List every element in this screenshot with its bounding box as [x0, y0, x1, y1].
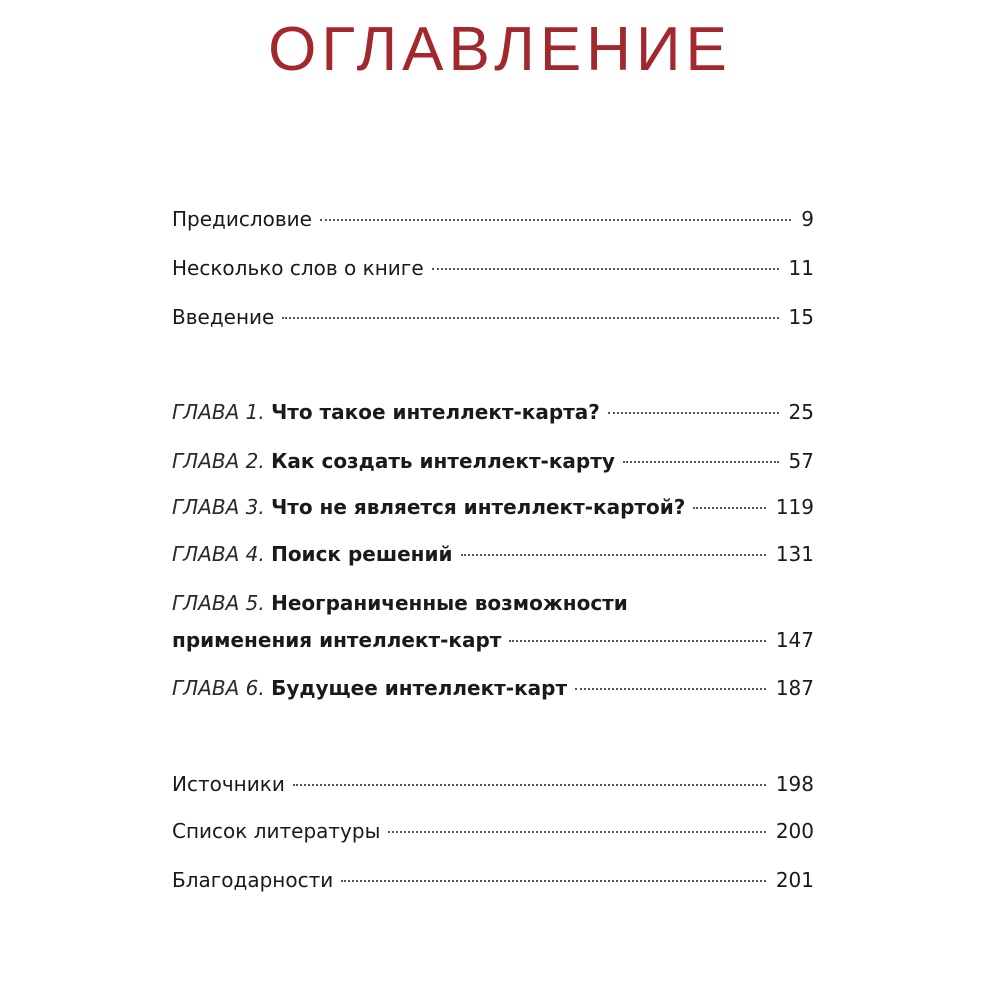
dot-leader: [608, 412, 779, 414]
chapter-title: Будущее интеллект-карт: [271, 676, 568, 700]
chapter-prefix: ГЛАВА 2.: [172, 449, 265, 473]
chapter-title-continued: применения интеллект-карт: [172, 628, 502, 652]
toc-entry-bibliography[interactable]: [172, 815, 814, 847]
dot-leader: [388, 831, 765, 833]
dot-leader: [509, 640, 765, 642]
toc-entry-introduction[interactable]: [172, 301, 814, 333]
toc-entry-page: 201: [775, 868, 814, 892]
toc-entry-page: 9: [801, 207, 814, 231]
toc-entry-page: 131: [775, 542, 814, 566]
chapter-title: Поиск решений: [271, 542, 453, 566]
dot-leader: [293, 784, 766, 786]
chapter-title: Как создать интеллект-карту: [271, 449, 615, 473]
toc-entry-page: 57: [788, 449, 814, 473]
toc-entry-label: Список литературы: [172, 819, 381, 843]
dot-leader: [341, 880, 766, 882]
chapter-prefix: ГЛАВА 6.: [172, 676, 265, 700]
toc-entry-page: 198: [775, 772, 814, 796]
toc-entry-preface[interactable]: [172, 203, 814, 235]
toc-entry-label: Предисловие: [172, 207, 312, 231]
toc-entry-page: 200: [775, 819, 814, 843]
chapter-title: Что такое интеллект-карта?: [271, 400, 600, 424]
toc-entry-chapter-5[interactable]: [172, 624, 814, 656]
toc-entry-chapter-5-line1[interactable]: [172, 587, 814, 619]
toc-entry-chapter-4[interactable]: [172, 538, 814, 570]
toc-entry-label: Благодарности: [172, 868, 334, 892]
chapter-title: Что не является интеллект-картой?: [271, 495, 686, 519]
dot-leader: [623, 461, 779, 463]
toc-entry-page: 187: [775, 676, 814, 700]
toc-entry-page: 119: [775, 495, 814, 519]
toc-entry-label: Источники: [172, 772, 285, 796]
toc-entry-page: 15: [788, 305, 814, 329]
dot-leader: [432, 268, 779, 270]
chapter-prefix: ГЛАВА 4.: [172, 542, 265, 566]
chapter-prefix: ГЛАВА 1.: [172, 400, 265, 424]
dot-leader: [693, 507, 765, 509]
dot-leader: [282, 317, 778, 319]
toc-entry-chapter-1[interactable]: [172, 396, 814, 428]
dot-leader: [575, 688, 766, 690]
toc-entry-page: 25: [788, 400, 814, 424]
toc-entry-label: Введение: [172, 305, 275, 329]
dot-leader: [461, 554, 766, 556]
toc-entry-acknowledgements[interactable]: [172, 864, 814, 896]
chapter-prefix: ГЛАВА 3.: [172, 495, 265, 519]
toc-entry-page: 11: [788, 256, 814, 280]
toc-entry-about-book[interactable]: [172, 252, 814, 284]
toc-entry-label: Несколько слов о книге: [172, 256, 424, 280]
toc-entry-chapter-2[interactable]: [172, 445, 814, 477]
toc-entry-chapter-6[interactable]: [172, 672, 814, 704]
toc-entry-sources[interactable]: [172, 768, 814, 800]
page-title: ОГЛАВЛЕНИЕ: [268, 15, 732, 84]
chapter-title: Неограниченные возможности: [271, 591, 628, 615]
chapter-prefix: ГЛАВА 5.: [172, 591, 265, 615]
dot-leader: [320, 219, 791, 221]
toc-entry-chapter-3[interactable]: [172, 491, 814, 523]
toc-entry-page: 147: [775, 628, 814, 652]
